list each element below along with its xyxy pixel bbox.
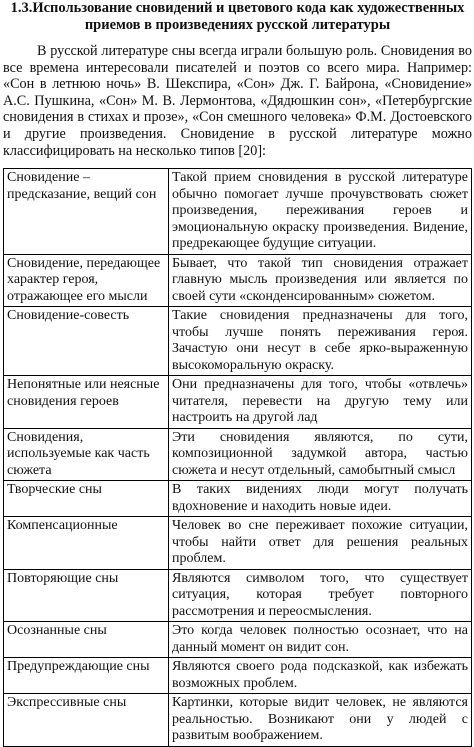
- dream-description-cell: Они предназначены для того, чтобы «отвлечь» читателя, перевести на другую тему или настроить на другой лад: [169, 376, 472, 429]
- dream-description-cell: Эти сновидения являются, по сути, композиционной задумкой автора, частью сюжета и несут отдельный, самобытный смысл: [169, 428, 472, 481]
- table-row: [4, 481, 472, 517]
- table-row: [4, 694, 472, 747]
- dream-type-cell: Осознанные сны: [4, 622, 169, 658]
- section-heading: [3, 0, 472, 34]
- dream-type-cell: Творческие сны: [4, 481, 169, 517]
- dream-description-cell: Являются своего рода подсказкой, как избежать возможных проблем.: [169, 658, 472, 694]
- table-row: [4, 569, 472, 622]
- table-row: [4, 169, 472, 255]
- table-row: [4, 428, 472, 481]
- dream-type-cell: Компенсационные: [4, 517, 169, 570]
- dream-description-cell: Такие сновидения предназначены для того, чтобы лучше понять переживания героя. Зачастую они несут в себе ярко-выраженную высокоморальную окраску.: [169, 307, 472, 376]
- table-row: [4, 254, 472, 307]
- dream-type-cell: Сновидение, передающее характер героя, отражающее его мысли: [4, 254, 169, 307]
- dream-type-cell: Сновидения, используемые как часть сюжета: [4, 428, 169, 481]
- dream-description-cell: Бывает, что такой тип сновидения отражает главную мысль произведения или является по своей сути «сконденсированным» сюжетом.: [169, 254, 472, 307]
- dream-type-cell: Сновидение-совесть: [4, 307, 169, 376]
- intro-paragraph: В русской литературе сны всегда играли большую роль. Сновидения во все времена интересовали писателей и поэтов со всего мира. Например: «Сон в летнюю ночь» В. Шекспира, «Сон» Дж. Г. Байрона, «Сновидение» А.С. Пушкина, «Сон» М. В. Лермонтова, «Дядюшкин сон», «Петербургские сновидения в стихах и прозе», «Сон смешного человека» Ф.М. Достоевского и другие произведения. Сновидение в русской литературе можно классифицировать на несколько типов [20]:: [3, 43, 472, 159]
- dream-type-cell: Экспрессивные сны: [4, 694, 169, 747]
- dream-description-cell: Человек во сне переживает похожие ситуации, чтобы найти ответ для решения реальных проблем.: [169, 517, 472, 570]
- section-title-line-2: приемов в произведениях русской литературы: [84, 17, 391, 33]
- dream-description-cell: Это когда человек полностью осознает, что на данный момент он видит сон.: [169, 622, 472, 658]
- table-row: [4, 307, 472, 376]
- dream-type-cell: Предупреждающие сны: [4, 658, 169, 694]
- dream-types-table: [3, 168, 472, 747]
- table-row: [4, 658, 472, 694]
- dream-type-cell: Сновидение – предсказание, вещий сон: [4, 169, 169, 255]
- dream-description-cell: Такой прием сновидения в русской литературе обычно помогает лучше прочувствовать сюжет произведения, переживания героев и эмоциональную окраску произведения. Видение, предрекающее будущие ситуации.: [169, 169, 472, 255]
- dream-type-cell: Повторяющие сны: [4, 569, 169, 622]
- dream-description-cell: Являются символом того, что существует ситуация, которая требует повторного рассмотрения и переосмысления.: [169, 569, 472, 622]
- table-row: [4, 376, 472, 429]
- table-row: [4, 622, 472, 658]
- dream-description-cell: В таких видениях люди могут получать вдохновение и находить новые идеи.: [169, 481, 472, 517]
- table-row: [4, 517, 472, 570]
- dream-type-cell: Непонятные или неясные сновидения героев: [4, 376, 169, 429]
- dream-description-cell: Картинки, которые видит человек, не являются реальностью. Возникают они у людей с развитым воображением.: [169, 694, 472, 747]
- section-title-line-1: 1.3.Использование сновидений и цветового кода как художественных: [10, 0, 465, 16]
